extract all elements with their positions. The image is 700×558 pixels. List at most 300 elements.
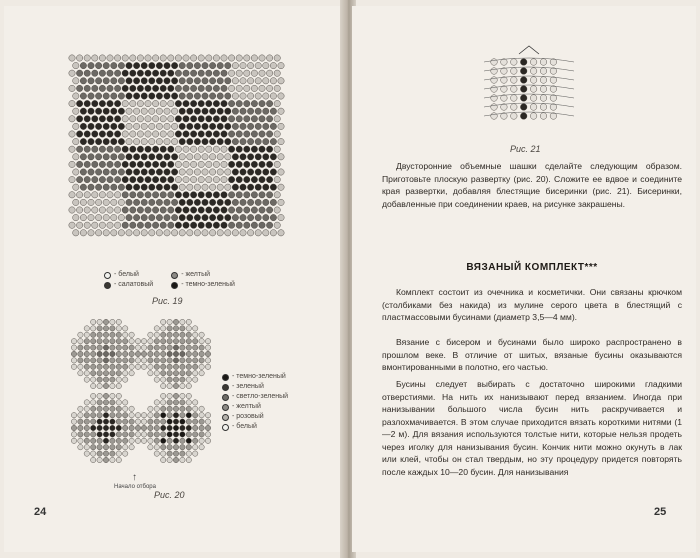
bead	[520, 86, 527, 93]
bead	[179, 78, 185, 84]
bead	[190, 207, 196, 213]
bead	[278, 184, 284, 190]
bead	[141, 364, 146, 369]
bead	[278, 199, 284, 205]
bead	[255, 154, 261, 160]
bead	[73, 199, 79, 205]
bead	[202, 184, 208, 190]
bead	[263, 214, 269, 220]
bead	[491, 104, 498, 111]
bead	[137, 192, 143, 198]
bead	[141, 154, 147, 160]
bead	[129, 364, 134, 369]
bead	[152, 192, 158, 198]
bead	[116, 351, 121, 356]
bead	[198, 207, 204, 213]
bead	[84, 55, 90, 61]
bead	[154, 451, 159, 456]
bead	[251, 100, 257, 106]
legend-label: - желтый	[232, 403, 261, 410]
bead	[190, 192, 196, 198]
bead	[92, 222, 98, 228]
bead	[205, 438, 210, 443]
bead	[173, 358, 178, 363]
bead	[148, 358, 153, 363]
bead	[251, 222, 257, 228]
bead	[122, 55, 128, 61]
bead	[154, 364, 159, 369]
bead	[148, 351, 153, 356]
bead	[247, 123, 253, 129]
bead	[76, 161, 82, 167]
bead	[103, 419, 108, 424]
bead	[88, 62, 94, 68]
bead	[118, 108, 124, 114]
bead	[550, 59, 557, 66]
bead	[145, 176, 151, 182]
bead	[198, 192, 204, 198]
bead	[160, 207, 166, 213]
bead	[126, 93, 132, 99]
bead	[118, 214, 124, 220]
bead	[103, 438, 108, 443]
bead	[116, 457, 121, 462]
bead	[84, 100, 90, 106]
bead	[255, 93, 261, 99]
thread-line	[484, 94, 574, 98]
bead	[122, 116, 128, 122]
bead	[152, 70, 158, 76]
bead	[255, 199, 261, 205]
figure-21-caption: Рис. 21	[510, 144, 541, 154]
bead	[91, 351, 96, 356]
bead	[240, 184, 246, 190]
bead	[167, 383, 172, 388]
bead	[278, 62, 284, 68]
bead	[180, 445, 185, 450]
bead	[175, 100, 181, 106]
legend-swatch	[222, 394, 229, 401]
bead	[111, 93, 117, 99]
bead	[161, 451, 166, 456]
bead	[171, 230, 177, 236]
bead	[73, 123, 79, 129]
legend-label: - белый	[232, 423, 257, 430]
bead	[263, 78, 269, 84]
bead	[168, 192, 174, 198]
bead	[126, 154, 132, 160]
bead	[78, 339, 83, 344]
bead	[270, 230, 276, 236]
bead	[278, 169, 284, 175]
bead	[199, 332, 204, 337]
bead	[213, 55, 219, 61]
bead	[126, 169, 132, 175]
bead	[161, 406, 166, 411]
bead	[122, 192, 128, 198]
bead	[225, 78, 231, 84]
bead	[247, 108, 253, 114]
bead	[244, 100, 250, 106]
bead	[520, 95, 527, 102]
bead	[511, 59, 518, 66]
bead	[103, 123, 109, 129]
bead	[154, 358, 159, 363]
bead	[232, 154, 238, 160]
bead	[84, 192, 90, 198]
bead	[135, 358, 140, 363]
bead	[228, 192, 234, 198]
bead	[103, 199, 109, 205]
bead	[236, 146, 242, 152]
bead	[116, 425, 121, 430]
bead	[173, 432, 178, 437]
bead	[244, 146, 250, 152]
bead	[97, 364, 102, 369]
bead	[206, 146, 212, 152]
bead	[173, 345, 178, 350]
bead	[187, 214, 193, 220]
bead	[186, 419, 191, 424]
bead	[95, 169, 101, 175]
bead	[84, 131, 90, 137]
bead	[123, 332, 128, 337]
bead	[78, 432, 83, 437]
bead	[160, 100, 166, 106]
bead	[97, 345, 102, 350]
bead	[107, 55, 113, 61]
bead	[193, 419, 198, 424]
bead	[84, 432, 89, 437]
legend-item	[222, 382, 288, 392]
bead	[221, 70, 227, 76]
bead	[199, 364, 204, 369]
bead	[221, 161, 227, 167]
bead	[187, 169, 193, 175]
bead	[116, 406, 121, 411]
bead	[520, 68, 527, 75]
bead	[190, 116, 196, 122]
bead	[107, 116, 113, 122]
bead	[251, 116, 257, 122]
bead	[198, 116, 204, 122]
bead	[491, 86, 498, 93]
figure-19-caption: Рис. 19	[152, 296, 183, 306]
bead	[205, 364, 210, 369]
bead	[180, 451, 185, 456]
bead	[187, 108, 193, 114]
bead	[259, 100, 265, 106]
bead	[259, 207, 265, 213]
bead	[97, 406, 102, 411]
bead	[217, 108, 223, 114]
bead	[199, 419, 204, 424]
bead	[116, 393, 121, 398]
bead	[103, 400, 108, 405]
bead	[145, 222, 151, 228]
page-number: 24	[34, 506, 47, 518]
bead	[221, 116, 227, 122]
bead	[198, 222, 204, 228]
bead	[114, 70, 120, 76]
bead	[167, 351, 172, 356]
bead	[103, 457, 108, 462]
bead	[95, 184, 101, 190]
bead	[103, 169, 109, 175]
bead	[190, 55, 196, 61]
bead	[76, 70, 82, 76]
bead	[186, 345, 191, 350]
bead	[149, 169, 155, 175]
bead	[278, 138, 284, 144]
bead	[123, 364, 128, 369]
bead	[550, 68, 557, 75]
bead	[152, 131, 158, 137]
bead	[187, 154, 193, 160]
bead	[123, 445, 128, 450]
bead	[274, 70, 280, 76]
bead	[95, 214, 101, 220]
bead	[179, 169, 185, 175]
bead	[111, 123, 117, 129]
bead	[173, 425, 178, 430]
bead	[171, 154, 177, 160]
bead	[160, 131, 166, 137]
bead	[78, 332, 83, 337]
bead	[530, 86, 537, 93]
bead	[99, 192, 105, 198]
bead	[141, 358, 146, 363]
bead	[263, 184, 269, 190]
legend-item	[222, 412, 288, 422]
bead	[186, 371, 191, 376]
bead	[78, 364, 83, 369]
bead	[186, 451, 191, 456]
bead	[103, 451, 108, 456]
bead	[193, 332, 198, 337]
bead	[114, 131, 120, 137]
bead	[97, 332, 102, 337]
bead	[190, 70, 196, 76]
bead	[69, 116, 75, 122]
bead	[84, 339, 89, 344]
bead	[164, 78, 170, 84]
bead	[154, 339, 159, 344]
bead	[133, 230, 139, 236]
bead	[186, 351, 191, 356]
bead	[107, 222, 113, 228]
bead	[183, 222, 189, 228]
bead	[255, 62, 261, 68]
bead	[263, 154, 269, 160]
bead	[110, 425, 115, 430]
bead	[129, 432, 134, 437]
bead	[129, 438, 134, 443]
bead	[116, 332, 121, 337]
bead	[160, 70, 166, 76]
legend-swatch	[104, 272, 111, 279]
bead	[530, 77, 537, 84]
bead	[69, 207, 75, 213]
bead	[186, 364, 191, 369]
bead	[198, 55, 204, 61]
thread-line	[484, 67, 574, 71]
legend-swatch	[222, 414, 229, 421]
bead	[206, 222, 212, 228]
bead	[199, 339, 204, 344]
bead	[179, 184, 185, 190]
bead	[236, 116, 242, 122]
bead	[199, 371, 204, 376]
legend-swatch	[222, 374, 229, 381]
bead	[110, 358, 115, 363]
bead	[137, 176, 143, 182]
bead	[194, 138, 200, 144]
bead	[180, 419, 185, 424]
bead	[520, 59, 527, 66]
bead	[148, 438, 153, 443]
bead	[217, 93, 223, 99]
paragraph: Двусторонние объемные шашки сделайте следующим образом. Приготовьте плоскую развертку (рис. 20). Сложите ее вдвое и соедините края развертки, добавляя блестящие бисеринки (рис. 21). Бисеринки, добавленные при соединении краев, на рисунке закрашены.	[382, 161, 682, 209]
bead	[202, 169, 208, 175]
bead	[129, 345, 134, 350]
bead	[187, 62, 193, 68]
bead	[209, 138, 215, 144]
bead	[76, 207, 82, 213]
bead	[259, 131, 265, 137]
legend-item	[171, 280, 235, 290]
bead	[251, 55, 257, 61]
bead	[110, 377, 115, 382]
bead	[247, 154, 253, 160]
bead	[73, 169, 79, 175]
bead	[278, 123, 284, 129]
bead	[198, 100, 204, 106]
bead	[148, 432, 153, 437]
bead	[97, 358, 102, 363]
bead	[103, 332, 108, 337]
bead	[236, 85, 242, 91]
bead	[149, 199, 155, 205]
bead	[520, 77, 527, 84]
bead	[206, 176, 212, 182]
bead	[183, 176, 189, 182]
bead	[111, 138, 117, 144]
bead	[107, 192, 113, 198]
bead	[71, 345, 76, 350]
bead	[116, 400, 121, 405]
bead	[213, 222, 219, 228]
bead	[213, 207, 219, 213]
bead	[161, 358, 166, 363]
bead	[126, 214, 132, 220]
bead	[209, 93, 215, 99]
thread-line	[484, 103, 574, 107]
bead	[550, 77, 557, 84]
bead	[183, 116, 189, 122]
legend-label: - белый	[114, 271, 139, 278]
bead	[80, 62, 86, 68]
bead	[173, 326, 178, 331]
bead	[160, 161, 166, 167]
bead	[91, 358, 96, 363]
bead	[244, 176, 250, 182]
bead	[126, 123, 132, 129]
bead	[180, 406, 185, 411]
bead	[78, 406, 83, 411]
bead	[110, 419, 115, 424]
bead	[160, 192, 166, 198]
bead	[167, 406, 172, 411]
bead	[71, 438, 76, 443]
bead	[232, 214, 238, 220]
legend-label: - зеленый	[232, 383, 264, 390]
bead	[130, 222, 136, 228]
bead	[152, 222, 158, 228]
bead	[491, 77, 498, 84]
bead	[99, 176, 105, 182]
legend-item	[222, 392, 288, 402]
bead	[137, 222, 143, 228]
bead	[164, 123, 170, 129]
bead	[126, 108, 132, 114]
bead	[116, 358, 121, 363]
bead	[240, 214, 246, 220]
bead	[103, 425, 108, 430]
bead	[209, 154, 215, 160]
bead	[114, 222, 120, 228]
bead	[228, 55, 234, 61]
bead	[99, 131, 105, 137]
bead	[91, 432, 96, 437]
bead	[156, 138, 162, 144]
bead	[107, 70, 113, 76]
bead	[232, 123, 238, 129]
bead	[103, 345, 108, 350]
bead	[167, 332, 172, 337]
bead	[103, 326, 108, 331]
bead	[103, 383, 108, 388]
bead	[118, 230, 124, 236]
bead	[164, 214, 170, 220]
bead	[71, 419, 76, 424]
bead	[491, 59, 498, 66]
bead	[183, 146, 189, 152]
bead	[186, 383, 191, 388]
bead	[91, 393, 96, 398]
bead	[130, 70, 136, 76]
bead	[130, 85, 136, 91]
bead	[530, 104, 537, 111]
bead	[95, 78, 101, 84]
bead	[123, 451, 128, 456]
bead	[148, 413, 153, 418]
bead	[99, 85, 105, 91]
bead	[154, 425, 159, 430]
bead	[84, 351, 89, 356]
bead	[173, 457, 178, 462]
bead	[173, 339, 178, 344]
bead	[161, 432, 166, 437]
bead	[190, 131, 196, 137]
bead	[160, 55, 166, 61]
bead	[173, 451, 178, 456]
bead	[179, 138, 185, 144]
bead	[194, 230, 200, 236]
bead	[69, 100, 75, 106]
bead	[129, 332, 134, 337]
bead	[186, 438, 191, 443]
